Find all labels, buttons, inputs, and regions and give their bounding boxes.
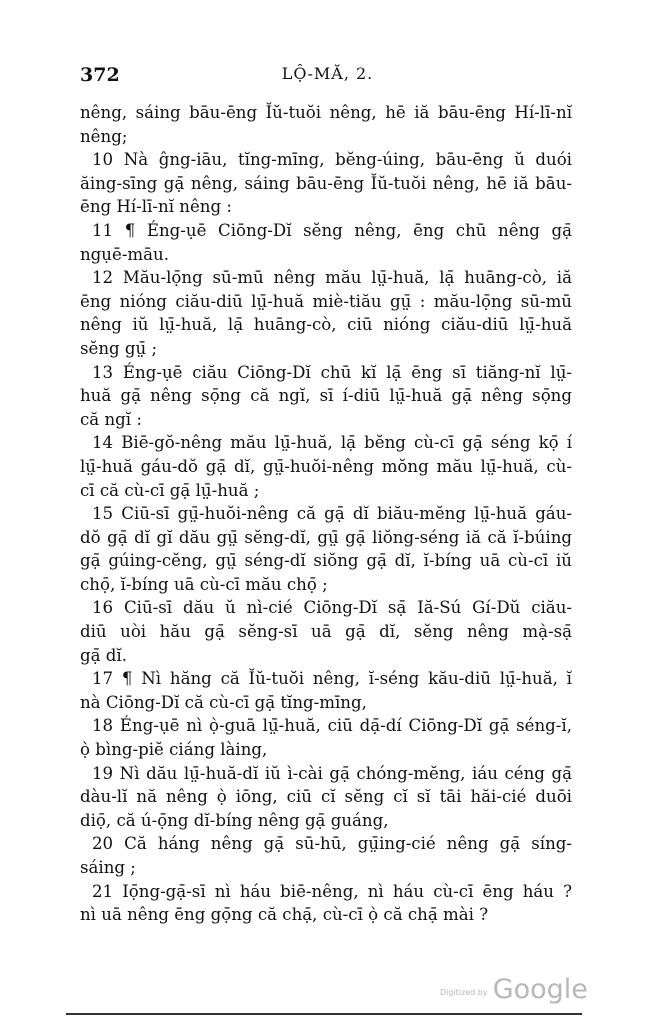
- text-line: nà Ciōng-Dĭ că cù-cī gạ̄ tĭng-mīng,: [80, 692, 367, 712]
- text-line: nêng;: [80, 126, 128, 146]
- text-line: 11 ¶ Éng-ụē Ciōng-Dĭ sĕng nêng, ēng chū nêng gạ̄: [92, 220, 572, 240]
- page-number: 372: [80, 64, 120, 86]
- text-line: 19 Nì dău lṳ̄-huă-dĭ iŭ ì-cài gạ̄ chóng-mĕng, iáu céng gạ̄: [92, 763, 572, 783]
- text-line: ēng nióng ciău-diū lṳ̄-huă miè-tiău gṳ̄ : mău-lọ̄ng sū-mū: [80, 291, 572, 311]
- page-header: [80, 64, 575, 90]
- text-line: diọ̄, că ú-ọ̄ng dĭ-bíng nêng gạ̄ guáng,: [80, 810, 389, 830]
- text-line: nêng iŭ lṳ̄-huă, lạ̄ huāng-cò, ciū nióng ciău-diū lṳ̄-huă: [80, 315, 572, 335]
- text-line: sĕng gṳ̄ ;: [80, 338, 158, 358]
- text-line: ăing-sīng gạ̄ nêng, sáing bāu-ēng Ĭŭ-tuŏi nêng, hē iă bāu-: [80, 173, 572, 193]
- text-line: lṳ̄-huă gáu-dŏ gạ̄ dĭ, gṳ̄-huŏi-nêng mŏng mău lṳ̄-huă, cù-: [80, 456, 572, 476]
- text-line: 20 Că háng nêng gạ̄ sū-hū, gṳ̄ing-cié nêng gạ̄ síng-: [92, 834, 572, 854]
- text-line: că ngĭ :: [80, 409, 142, 429]
- text-line: nêng, sáing bāu-ēng Ĭŭ-tuŏi nêng, hē iă bāu-ēng Hí-lī-nĭ: [80, 103, 572, 122]
- text-line: gạ̄ dĭ.: [80, 645, 127, 665]
- text-line: 14 Biē-gŏ-nêng mău lṳ̄-huă, lạ̄ bĕng cù-cī gạ̄ séng kọ̄ í: [92, 433, 572, 453]
- text-line: 13 Éng-ụē ciău Ciōng-Dĭ chū kĭ lạ̄ ēng sī tiăng-nĭ lṳ̄-: [92, 362, 572, 382]
- text-line: huă gạ̄ nêng sọ̄ng că ngĭ, sī í-diū lṳ̄-huă gạ̄ nêng sọ̄ng: [80, 386, 572, 406]
- text-line: dŏ gạ̄ dĭ gĭ dău gṳ̄ sĕng-dĭ, gṳ̄ gạ̄ liŏng-séng iă că ĭ-búing: [80, 527, 572, 547]
- text-line: 15 Ciū-sī gṳ̄-huŏi-nêng că gạ̄ dĭ biău-mĕng lṳ̄-huă gáu-: [92, 504, 572, 524]
- text-line: sáing ;: [80, 858, 136, 877]
- text-line: ngụē-māu.: [80, 244, 170, 264]
- text-line: cī că cù-cī gạ̄ lṳ̄-huă ;: [80, 480, 260, 500]
- text-line: ēng Hí-lī-nĭ nêng :: [80, 197, 232, 217]
- text-line: 12 Mău-lọ̄ng sū-mū nêng mău lṳ̄-huă, lạ̄ huāng-cò, iă: [92, 268, 572, 288]
- text-line: 18 Éng-ụē nì ọ̀-guā lṳ̄-huă, ciū dạ̄-dí Ciōng-Dĭ gạ̄ séng-ĭ,: [92, 716, 572, 736]
- page-body: [80, 101, 572, 927]
- digitized-watermark: [440, 974, 588, 1005]
- bottom-rule: [66, 1013, 582, 1015]
- running-title: LỘ-MĂ, 2.: [281, 64, 374, 83]
- digitized-by-label: Digitized by: [440, 988, 488, 997]
- text-line: gạ̄ gúing-cĕng, gṳ̄ séng-dĭ siŏng gạ̄ dĭ, ĭ-bíng uā cù-cī iŭ: [80, 551, 572, 571]
- text-line: chọ̄, ĭ-bíng uā cù-cī mău chọ̄ ;: [80, 574, 328, 594]
- text-line: nì uā nêng ēng gọ̄ng că chạ̄, cù-cī ọ̀ că chạ̄ mài ?: [80, 905, 489, 925]
- text-line: diū uòi hău gạ̄ sĕng-sī uā gạ̄ dĭ, sĕng nêng mạ̀-sạ̄: [80, 622, 572, 642]
- text-line: 17 ¶ Nì hăng că Ĭŭ-tuŏi nêng, ĭ-séng kău-diū lṳ̄-huă, ĭ: [92, 669, 572, 689]
- google-wordmark: Google: [492, 974, 588, 1005]
- text-line: 16 Ciū-sī dău ŭ nì-cié Ciōng-Dĭ sạ̄ Iă-Sú Gí-Dŭ ciău-: [92, 598, 572, 618]
- text-line: 10 Nà ĝng-iāu, tĭng-mīng, bĕng-úing, bāu-ēng ŭ duói: [92, 150, 572, 170]
- text-line: ọ̀ bìng-piĕ ciáng làing,: [80, 740, 268, 760]
- text-line: dàu-lĭ nă nêng ọ̀ iōng, ciū cĭ sĕng cĭ sĭ tāi hăi-cié duōi: [80, 787, 572, 807]
- text-line: 21 Iọ̄ng-gạ̄-sī nì háu biē-nêng, nì háu cù-cī ēng háu ?: [92, 881, 572, 901]
